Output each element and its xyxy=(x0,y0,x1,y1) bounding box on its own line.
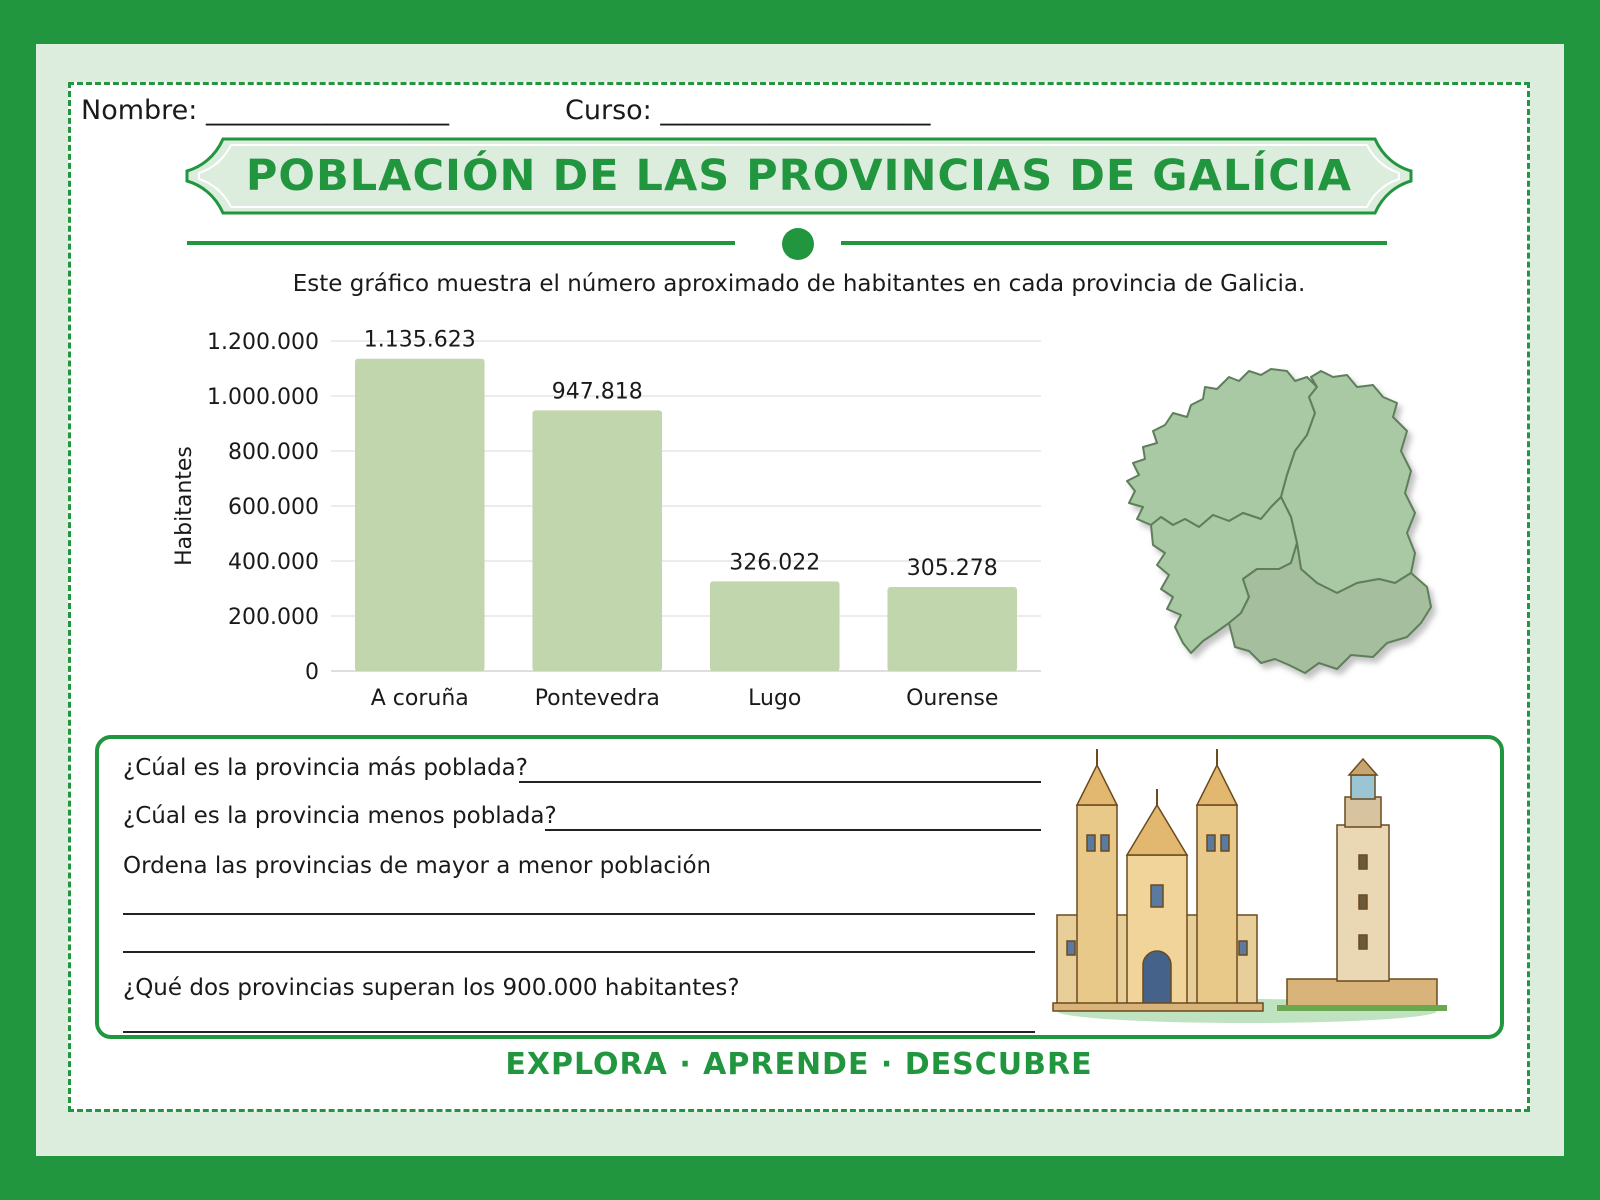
bar xyxy=(887,587,1017,671)
x-tick-label: Ourense xyxy=(906,686,999,711)
data-label: 1.135.623 xyxy=(363,327,476,353)
question-1: ¿Cúal es la provincia más poblada? xyxy=(123,755,528,781)
bar xyxy=(355,359,485,671)
y-axis-label: Habitantes xyxy=(172,446,197,566)
x-tick-label: Lugo xyxy=(748,686,802,711)
x-tick-label: A coruña xyxy=(370,686,469,711)
question-2: ¿Cúal es la provincia menos poblada? xyxy=(123,803,557,829)
divider-dot xyxy=(782,228,814,260)
nombre-field[interactable]: Nombre: __________________ xyxy=(81,95,449,126)
data-label: 305.278 xyxy=(906,556,998,582)
answer-line-3b[interactable] xyxy=(123,951,1035,953)
question-3: Ordena las provincias de mayor a menor población xyxy=(123,853,712,879)
galicia-map-icon xyxy=(1111,347,1471,697)
answer-line-3a[interactable] xyxy=(123,913,1035,915)
x-tick-label: Pontevedra xyxy=(534,686,660,711)
monuments-illustration xyxy=(1047,745,1467,1035)
worksheet xyxy=(68,82,1530,1112)
data-label: 326.022 xyxy=(729,550,821,576)
question-4: ¿Qué dos provincias superan los 900.000 habitantes? xyxy=(123,975,740,1001)
data-label: 947.818 xyxy=(551,379,643,405)
divider-left xyxy=(187,241,735,245)
y-tick-label: 1.200.000 xyxy=(207,330,319,355)
curso-field[interactable]: Curso: ____________________ xyxy=(565,95,931,126)
y-tick-label: 800.000 xyxy=(228,440,319,465)
y-tick-label: 1.000.000 xyxy=(207,385,319,410)
page-title: POBLACIÓN DE LAS PROVINCIAS DE GALÍCIA xyxy=(245,151,1353,201)
y-tick-label: 600.000 xyxy=(228,495,319,520)
answer-line-4[interactable] xyxy=(123,1031,1035,1033)
answer-line-2[interactable] xyxy=(545,829,1041,831)
answer-line-1[interactable] xyxy=(519,781,1041,783)
bar xyxy=(710,581,840,671)
y-tick-label: 400.000 xyxy=(228,550,319,575)
bar xyxy=(532,410,662,671)
title-banner xyxy=(183,133,1415,219)
y-tick-label: 0 xyxy=(305,660,319,685)
y-tick-label: 200.000 xyxy=(228,605,319,630)
footer-motto: EXPLORA · APRENDE · DESCUBRE xyxy=(505,1047,1093,1082)
worksheet-background xyxy=(36,44,1564,1156)
divider-right xyxy=(841,241,1387,245)
bar-chart xyxy=(161,311,1061,731)
chart-subtitle: Este gráfico muestra el número aproximado de habitantes en cada provincia de Galicia. xyxy=(292,271,1306,297)
lighthouse-tower-icon xyxy=(1277,759,1447,1011)
cathedral-icon xyxy=(1053,749,1263,1011)
